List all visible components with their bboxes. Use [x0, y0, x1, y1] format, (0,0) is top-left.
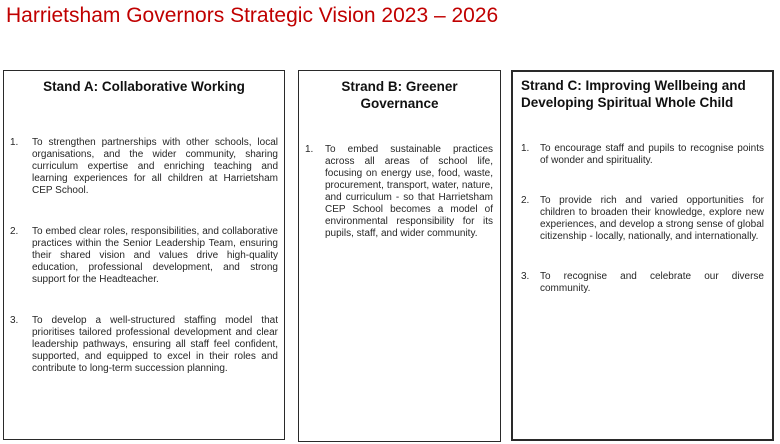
goal-number: 3.	[521, 271, 530, 282]
strand-a-title: Stand A: Collaborative Working	[43, 79, 245, 94]
strand-b-box	[298, 70, 501, 442]
goal-item	[521, 195, 764, 243]
strand-b-goals	[299, 144, 500, 240]
goal-number: 2.	[10, 226, 19, 237]
strand-c-box	[511, 70, 774, 441]
goal-number: 1.	[305, 144, 314, 155]
strand-b-title: Strand B: Greener Governance	[341, 79, 458, 111]
goal-text: To recognise and celebrate our diverse community.	[540, 271, 764, 294]
goal-item	[10, 226, 278, 286]
goal-number: 3.	[10, 315, 19, 326]
goal-number: 2.	[521, 195, 530, 206]
goal-number: 1.	[10, 137, 19, 148]
goal-item	[10, 137, 278, 197]
goal-text: To embed sustainable practices across all areas of school life, focusing on energy use, food, waste, procurement, transport, water, nature, and curriculum - so that Harrietsham CEP School becomes a model of environmental responsibility for its pupils, staff, and wider community.	[325, 144, 493, 239]
goal-text: To strengthen partnerships with other schools, local organisations, and the wider community, sharing curriculum expertise and enriching teaching and learning experiences for all children at Harrietsham CEP School.	[32, 137, 278, 196]
goal-text: To provide rich and varied opportunities for children to broaden their knowledge, explore new experiences, and develop a strong sense of global citizenship - locally, nationally, and internationally.	[540, 195, 764, 242]
strand-c-title: Strand C: Improving Wellbeing and Developing Spiritual Whole Child	[521, 78, 746, 110]
strand-a-box	[3, 70, 285, 440]
goal-item	[521, 271, 764, 295]
goal-item	[521, 143, 764, 167]
goal-text: To encourage staff and pupils to recognise points of wonder and spirituality.	[540, 143, 764, 166]
page-title: Harrietsham Governors Strategic Vision 2023 – 2026	[6, 4, 499, 27]
goal-item	[305, 144, 493, 240]
goal-item	[10, 315, 278, 375]
strand-c-goals	[513, 143, 772, 295]
goal-text: To develop a well-structured staffing model that prioritises tailored professional development and clear leadership pathways, ensuring all staff feel confident, supported, and equipped to excel in their roles and contribute to long-term succession planning.	[32, 315, 278, 374]
goal-number: 1.	[521, 143, 530, 154]
strand-a-goals	[4, 137, 284, 375]
goal-text: To embed clear roles, responsibilities, and collaborative practices within the Senior Leadership Team, ensuring their shared vision and values drive high-quality education, professional development, and strong support for the Headteacher.	[32, 226, 278, 285]
